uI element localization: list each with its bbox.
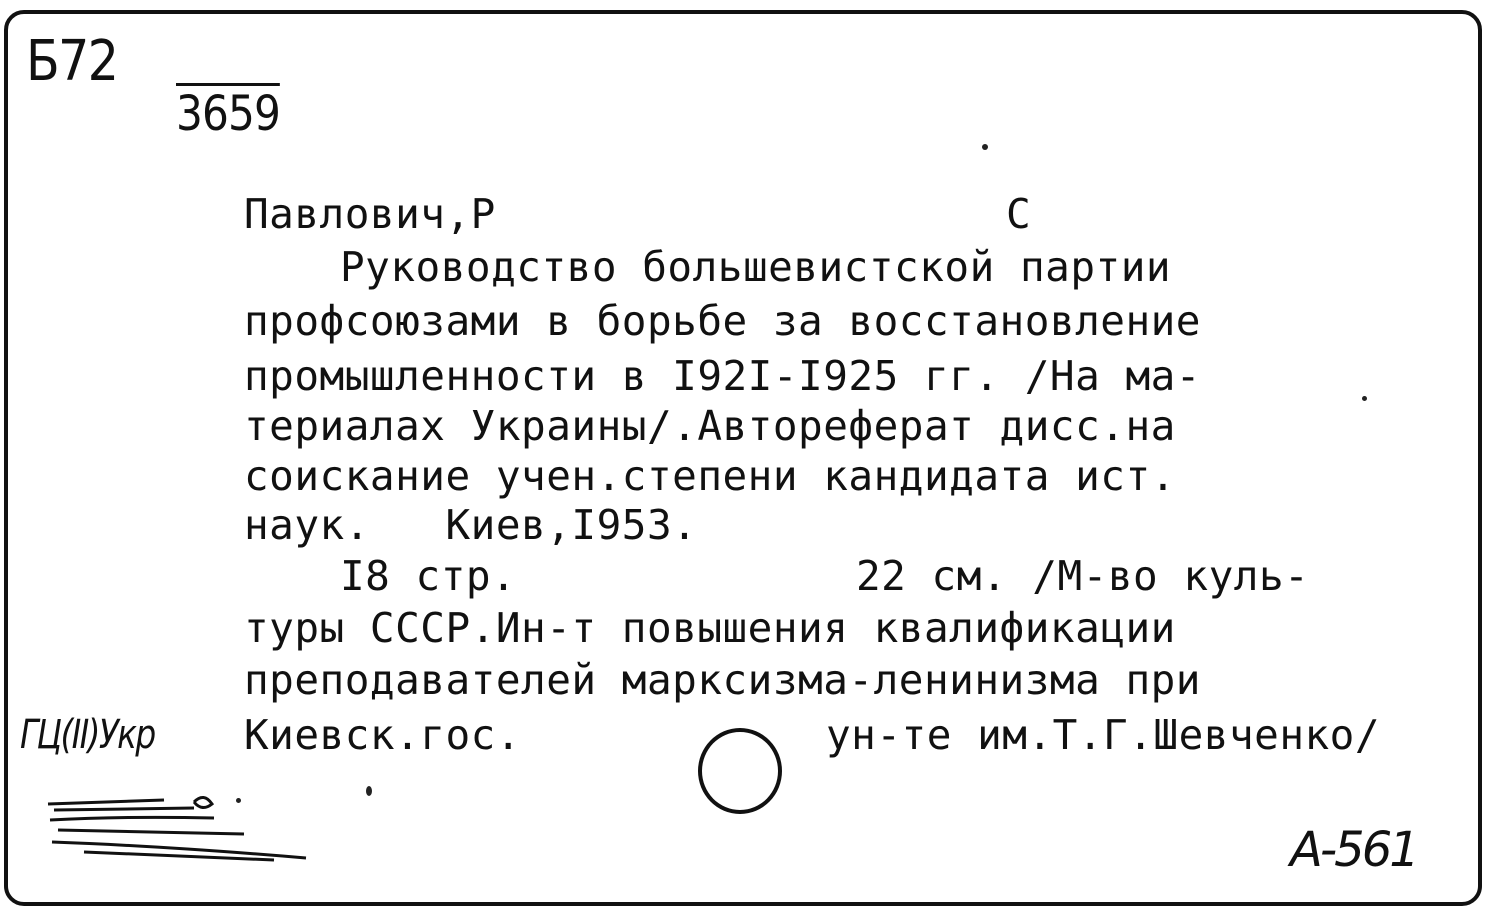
ink-speck [1362, 396, 1367, 401]
title-line: териалах Украины/.Автореферат дисс.на [244, 402, 1176, 450]
title-line: профсоюзами в борьбе за восстановление [244, 297, 1201, 345]
institution-line: туры СССР.Ин-т повышения квалификации [244, 604, 1176, 652]
author-name: Павлович,Р [244, 190, 496, 238]
institution-line: ун-те им.Т.Г.Шевченко/ [826, 711, 1381, 759]
title-line: соискание учен.степени кандидата ист. [244, 452, 1176, 500]
title-line: наук. Киев,I953. [244, 501, 698, 549]
title-line: промышленности в I92I-I925 гг. /На ма- [244, 352, 1201, 400]
series-letter: С [1006, 190, 1032, 238]
ink-speck [982, 144, 988, 150]
institution-line: преподавателей марксизма-ленинизма при [244, 656, 1201, 704]
shelf-mark: Б72 [26, 29, 118, 94]
ink-speck [236, 798, 241, 803]
size-and-publisher: 22 см. /М-во куль- [856, 552, 1310, 600]
call-number: А-561 [1290, 822, 1417, 878]
punch-hole [698, 728, 782, 814]
inventory-number: 3659 [176, 83, 280, 138]
page-count: I8 стр. [340, 552, 517, 600]
ink-speck [366, 786, 372, 796]
library-code: ГЦ(ІІ)Укр [20, 712, 155, 758]
handwritten-scribble [44, 790, 324, 870]
title-line: Руководство большевистской партии [340, 243, 1172, 291]
institution-line: Киевск.гос. [244, 711, 522, 759]
